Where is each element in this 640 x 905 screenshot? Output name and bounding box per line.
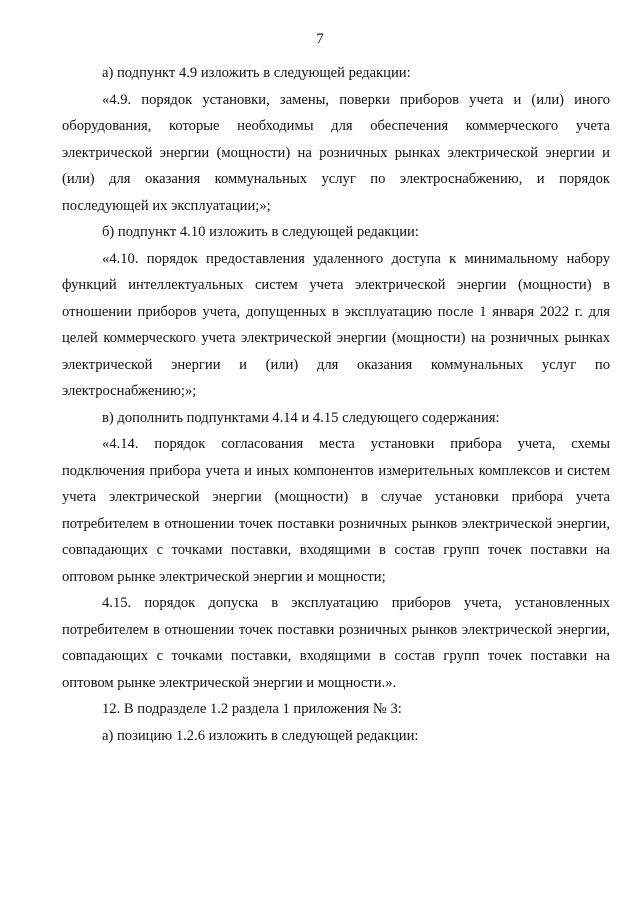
paragraph-subpoint-a: а) подпункт 4.9 изложить в следующей редакции: xyxy=(102,65,411,81)
paragraph-subpoint-a-position: а) позицию 1.2.6 изложить в следующей редакции: xyxy=(102,727,419,744)
paragraph-item-4-15: 4.15. порядок допуска в эксплуатацию приборов учета, установленных потребителем в отношении точек поставки розничных рынков электрической энергии, совпадающих с точками поставки, входящими в состав групп точек поставки на оптовом рынке электрической энергии и мощности.». xyxy=(62,595,610,691)
page-number: 7 xyxy=(316,31,324,47)
paragraph-subpoint-b: б) подпункт 4.10 изложить в следующей редакции: xyxy=(102,224,419,240)
paragraph-subpoint-c: в) дополнить подпунктами 4.14 и 4.15 следующего содержания: xyxy=(102,409,500,426)
paragraph-point-12: 12. В подразделе 1.2 раздела 1 приложения № 3: xyxy=(102,701,402,717)
paragraph-item-4-9: «4.9. порядок установки, замены, поверки приборов учета и (или) иного оборудования, которые необходимы для обеспечения коммерческого учета электрической энергии (мощности) на розничных рынках электрической энергии и (или) для оказания коммунальных услуг по электроснабжению, и порядок последующей их эксплуатации;»; xyxy=(62,91,610,214)
document-body xyxy=(62,60,610,749)
paragraph-item-4-10: «4.10. порядок предоставления удаленного доступа к минимальному набору функций интеллектуальных систем учета электрической энергии (мощности) в отношении приборов учета, допущенных в эксплуатацию после 1 января 2022 г. для целей коммерческого учета электрической энергии (мощности) на розничных рынках электрической энергии и (или) для оказания коммунальных услуг по электроснабжению;»; xyxy=(62,250,610,399)
paragraph-item-4-14: «4.14. порядок согласования места установки прибора учета, схемы подключения прибора учета и иных компонентов измерительных комплексов и систем учета электрической энергии (мощности) в случае установки прибора учета потребителем в отношении точек поставки розничных рынков электрической энергии, совпадающих с точками поставки, входящими в состав групп точек поставки на оптовом рынке электрической энергии и мощности; xyxy=(62,436,610,585)
